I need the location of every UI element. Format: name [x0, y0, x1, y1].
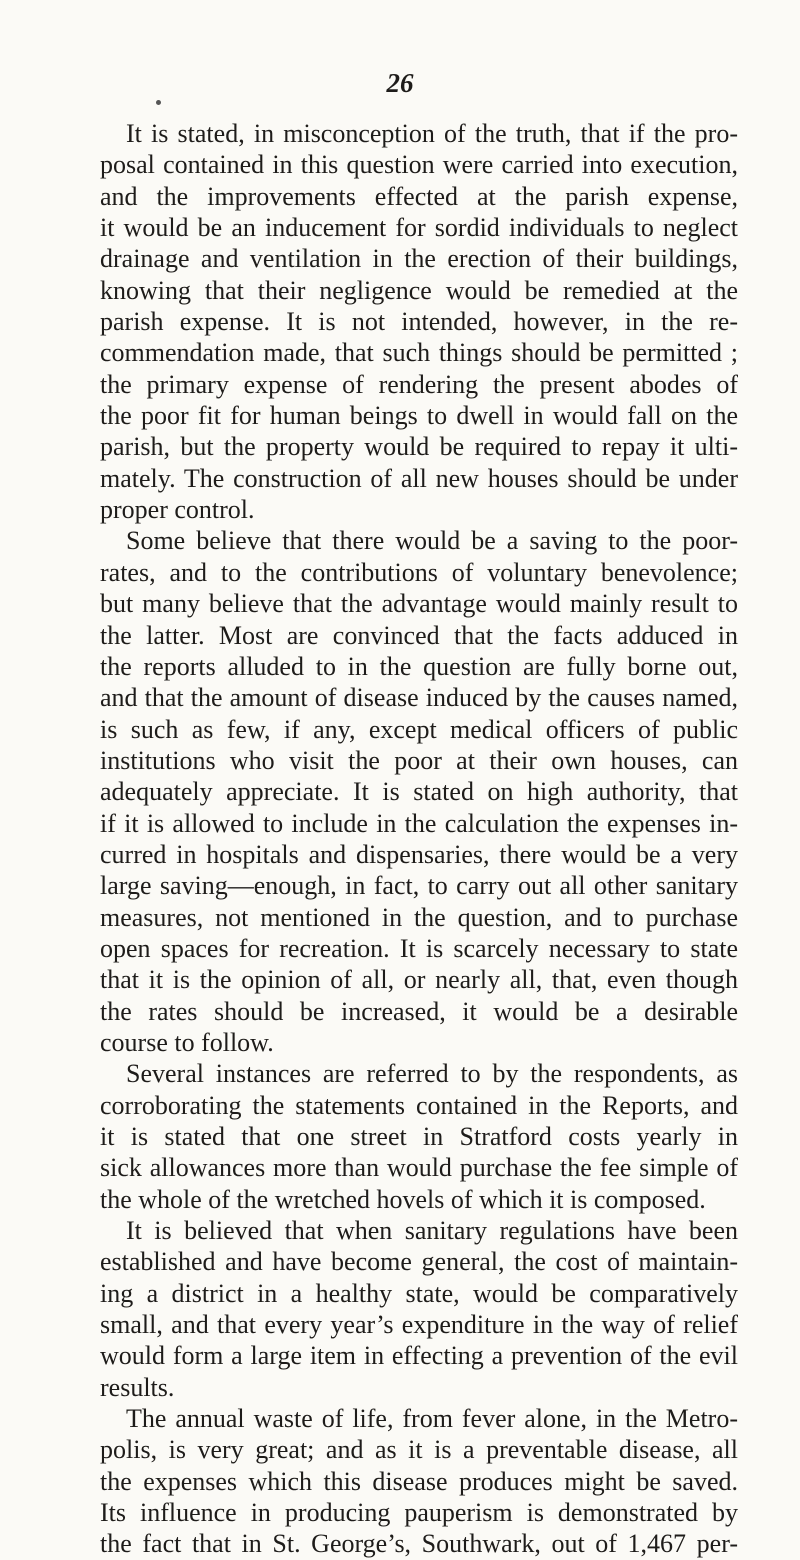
text-line: proper control.	[100, 495, 255, 525]
text-line: the expenses which this disease produces might be saved.	[100, 1466, 738, 1496]
text-line: It is stated, in misconception of the truth, that if the pro-	[126, 119, 738, 148]
text-line: the whole of the wretched hovels of which it is composed.	[100, 1184, 706, 1214]
ink-speck	[156, 100, 161, 105]
text-line: measures, not mentioned in the question, and to purchase	[100, 902, 738, 932]
text-line: rates, and to the contributions of voluntary benevolence;	[100, 557, 738, 587]
text-line: course to follow.	[100, 1027, 274, 1057]
text-line: parish expense. It is not intended, however, in the re-	[100, 307, 738, 337]
text-line: established and have become general, the cost of maintain-	[100, 1247, 738, 1277]
text-line: Its influence in producing pauperism is demonstrated by	[100, 1498, 738, 1528]
text-line: and the improvements effected at the parish expense,	[100, 181, 738, 211]
text-line: the poor fit for human beings to dwell in would fall on the	[100, 401, 738, 431]
text-line: is such as few, if any, except medical officers of public	[100, 714, 738, 744]
text-line: It is believed that when sanitary regulations have been	[126, 1216, 738, 1246]
text-line: posal contained in this question were carried into execution,	[100, 150, 738, 180]
text-line: polis, is very great; and as it is a preventable disease, all	[100, 1435, 738, 1465]
text-line: adequately appreciate. It is stated on high authority, that	[100, 777, 738, 807]
text-line: large saving—enough, in fact, to carry out all other sanitary	[100, 871, 738, 901]
text-line: the latter. Most are convinced that the facts adduced in	[100, 620, 738, 650]
text-line: ing a district in a healthy state, would be comparatively	[100, 1278, 738, 1308]
text-line: drainage and ventilation in the erection of their buildings,	[100, 244, 738, 274]
text-line: the fact that in St. George’s, Southwark, out of 1,467 per-	[100, 1529, 738, 1559]
text-line: and that the amount of disease induced by the causes named,	[100, 683, 738, 713]
text-line: results.	[100, 1372, 175, 1402]
text-line: small, and that every year’s expenditure in the way of relief	[100, 1310, 738, 1340]
text-line: Some believe that there would be a saving to the poor-	[126, 526, 738, 556]
body-text	[100, 118, 738, 1560]
text-line: Several instances are referred to by the respondents, as	[126, 1059, 738, 1089]
text-line: it would be an inducement for sordid individuals to neglect	[100, 213, 738, 243]
text-line: the primary expense of rendering the present abodes of	[100, 369, 738, 399]
text-line: mately. The construction of all new houses should be under	[100, 463, 738, 493]
text-line: would form a large item in effecting a prevention of the evil	[100, 1341, 738, 1371]
text-line: The annual waste of life, from fever alone, in the Metro-	[126, 1404, 738, 1434]
text-line: institutions who visit the poor at their own houses, can	[100, 745, 738, 775]
text-line: the rates should be increased, it would be a desirable	[100, 996, 738, 1026]
text-line: it is stated that one street in Stratford costs yearly in	[100, 1122, 738, 1151]
text-line: parish, but the property would be required to repay it ulti-	[100, 432, 738, 462]
text-line: knowing that their negligence would be remedied at the	[100, 275, 738, 305]
text-line: that it is the opinion of all, or nearly all, that, even though	[100, 965, 738, 995]
text-line: but many believe that the advantage would mainly result to	[100, 589, 738, 619]
text-line: sick allowances more than would purchase the fee simple of	[100, 1153, 738, 1183]
text-line: commendation made, that such things should be permitted ;	[100, 338, 738, 368]
text-line: if it is allowed to include in the calculation the expenses in-	[100, 808, 738, 838]
page-number: 26	[386, 68, 414, 98]
text-line: open spaces for recreation. It is scarcely necessary to state	[100, 933, 738, 963]
text-line: the reports alluded to in the question are fully borne out,	[100, 651, 738, 681]
text-line: corroborating the statements contained in the Reports, and	[100, 1090, 738, 1120]
text-line: curred in hospitals and dispensaries, there would be a very	[100, 839, 738, 869]
